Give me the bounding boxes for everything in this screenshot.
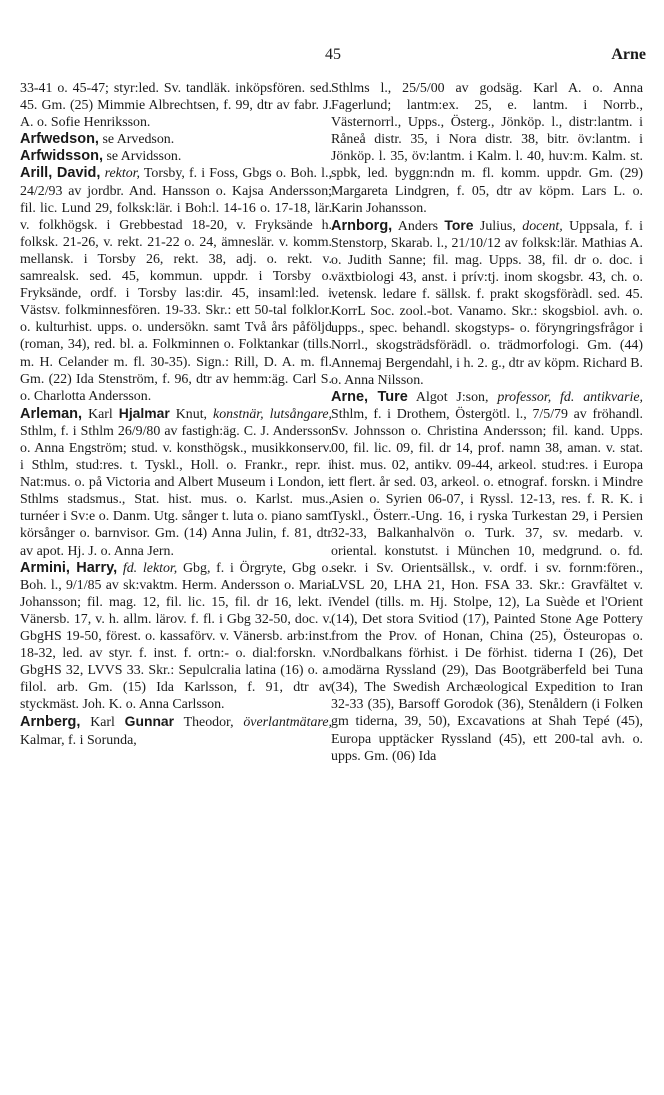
entry-given-name: Julius,: [479, 218, 516, 234]
entry-given-name-bold: Gunnar: [124, 713, 175, 730]
entry-headword: Arnborg,: [331, 217, 393, 234]
right-column: [331, 80, 643, 765]
entry-arne: [331, 389, 643, 765]
entry-text: Kalmar, f. i Sorunda,: [20, 732, 137, 748]
entry-arleman: [20, 405, 332, 560]
entry-text: se Arvedson.: [102, 132, 175, 148]
left-column: [20, 80, 332, 749]
entry-arnberg: [20, 713, 332, 748]
entry-title: rektor,: [104, 166, 140, 182]
entry-arnborg: [331, 217, 643, 389]
running-head: Arne: [611, 46, 646, 63]
page-header: [20, 44, 646, 70]
entry-given-name: Knut,: [175, 406, 208, 422]
entry-given-name: Anders: [397, 218, 438, 234]
entry-text: Torsby, f. i Foss, Gbgs o. Boh. l., 24/2/93 av jordbr. And. Hansson o. Kajsa Andersson; fil. lic. Lund 29, folksk:lär. i Boh:l. 14-16 o. 17-18, lär. v. folkhögsk. i Grebbestad 18-20, v. Fryksände h. folksk. 21-26, v. rekt. 21-22 o. 24, ämneslär. v. komm. mellansk. i Torsby 26, rekt. 38, adj. o. rekt. v. samrealsk. sed. 45, kommun. uppdr. i Torsby o. Fryksände, ordf. i Torsby las:dir. 45, insaml:led. i Västsv. folkminnesfören. 19-33. Skr.: ett 50-tal folklor. o. kulturhist. upps. o. undersökn. samt Två års påföljd (roman, 34), red. bl. a. Folkminnen o. Folktankar (tills. m. H. Celander m. fl. 30-35). Sign.: Rill, D. A. m. fl. Gm. (22) Ida Stenström, f. 96, dtr av hemm:äg. Carl S. o. Charlotta Andersson.: [20, 166, 332, 404]
entry-given-name: Karl: [88, 406, 113, 422]
entry-title: docent,: [522, 218, 563, 234]
entry-armini: [20, 560, 332, 714]
entry-headword: Armini, Harry,: [20, 559, 118, 576]
entry-headword: Arnberg,: [20, 714, 81, 731]
entry-continuation-right: [331, 80, 643, 217]
entry-given-name-bold: Tore: [444, 216, 474, 233]
entry-arfwidsson: [20, 148, 332, 165]
entry-given-name: Theodor,: [183, 715, 234, 731]
entry-given-name: Karl: [90, 715, 115, 731]
entry-title: överlantmätare,: [243, 715, 332, 731]
entry-text: se Arvidsson.: [106, 149, 182, 165]
entry-text: Uppsala, f. i Stenstorp, Skarab. l., 21/10/12 av folksk:lär. Mathias A. o. Judith Sanne; fil. mag. Upps. 38, fil. dr o. doc. i växtbiologi 43, anst. i prív:tj. inom skogsbr. 43, ch. o. vetensk. ledare f. sällsk. f. prakt skogsföràdl. sed. 45. KorrL Soc. zool.-bot. Vanamo. Skr.: skogsbiol. avh. o. upps., spec. behandl. skogstyps- o. föryngringsfrågor i Norrl., skogsträdsförädl. o. trädmorfologi. Gm. (44) Annemaj Bergendahl, i h. 2. g., dtr av köpm. Richard B. o. Anna Nilsson.: [331, 218, 643, 388]
entry-continuation-left: [20, 80, 332, 131]
entry-title: professor, fd. antikvarie,: [497, 389, 643, 405]
entry-text: Sthlm, f. i Drothem, Östergötl. l., 7/5/79 av fröhandl. Sv. Johnsson o. Christina Andersson; fil. kand. Upps. 00, fil. lic. 09, fil. dr 14, prof. namn 38, aman. v. stat. hist. mus. 02, antikv. 09-44, arkeol. stud:res. i Europa ett flert. år sed. 03, arkeol. o. etnograf. forskn. i Mindre Asien o. Syrien 06-07, i Ryssl. 12-13, res. f. R. K. i Tyskl., Österr.-Ung. 16, i ryska Turkestan 29, i Persien 32-33, Balkanhalvön o. Turk. 37, sv. medarb. v. oriental. konstutst. i München 10, medgrund. o. fd. sekr. i Sv. Orientsällsk., v. ordf. i sv. fornm:fören., LVSL 20, LHA 21, Hon. FSA 33. Skr.: Gravfältet v. Vendel (tills. m. Hj. Stolpe, 12), La Suède et l'Orient (14), Det stora Svitiod (17), Painted Stone Age Pottery from the Prov. of Honan, China (25), Östeuropas o. Nordbalkans förhist. i De förhist. tiderna I (26), Det modärna Ryssland (29), Das Bootgräberfeld bei Tuna (34), The Swedish Archæological Expedition to Iran 32-33 (35), Barsoff Gorodok (36), Stenåldern (i Folken gm tiderna, 39, 50), Excavations at Shah Tepé (45), Europa upptäcker Ryssland (45), ett 200-tal avh. o. upps. Gm. (06) Ida: [331, 406, 643, 764]
page-number: 45: [325, 46, 341, 63]
entry-title: fd. lektor,: [122, 560, 178, 576]
entry-text: Sthlms l., 25/5/00 av godsäg. Karl A. o. Anna Fagerlund; lantm:ex. 25, e. lantm. i Norrb., Västernorrl., Upps., Österg., Jönköp. l., distr:lantm. i Råneå distr. 35, i Nora distr. 38, bitr. öv:lantm. i Jönköp. l. 35, öv:lantm. i Kalm. l. 40, huv:m. Kalm. st. spbk, led. byggn:ndn m. fl. komm. uppdr. Gm. (29) Margareta Lindgren, f. 05, dtr av köpm. Lars L. o. Karin Johansson.: [331, 81, 643, 216]
entry-arill: [20, 165, 332, 404]
entry-text: 33-41 o. 45-47; styr:led. Sv. tandläk. inköpsfören. sed. 45. Gm. (25) Mimmie Albrechtsen, f. 99, dtr av fabr. J. A. o. Sofie Henriksson.: [20, 81, 332, 131]
entry-given-name-bold: Hjalmar: [118, 404, 170, 421]
entry-headword: Arfwidsson,: [20, 148, 103, 165]
entry-text: Sthlm, f. i Sthlm 26/9/80 av fastigh:äg. C. J. Andersson o. Anna Engström; stud. v. konsthögsk., musikkonserv. i Sthlm, stud:res. t. Tyskl., Holl. o. Frankr., repr. i Nat:mus. o. på Victoria and Albert Museum i London, i Sthlms stadsmus., Stat. hist. mus. o. Karlst. mus., turnéer i Sv:e o. Danm. Utg. sånger t. luta o. piano samt körsånger o. barnvisor. Gm. (14) Anna Julin, f. 81, dtr av apot. Hj. J. o. Anna Jern.: [20, 423, 332, 559]
entry-headword: Arfwedson,: [20, 131, 99, 148]
entry-headword: Arill, David,: [20, 165, 101, 182]
entry-headword: Arne, Ture: [331, 388, 408, 405]
entry-headword: Arleman,: [20, 405, 83, 422]
entry-title: konstnär, lutsångare,: [213, 406, 332, 422]
entry-arfwedson: [20, 131, 332, 148]
entry-text: Gbg, f. i Örgryte, Gbg o. Boh. l., 9/1/85 av sk:vaktm. Herm. Andersson o. Maria Johansson; fil. mag. 12, fil. lic. 15, fil. dr 16, lekt. i Vänersb. 17, v. h. allm. lärov. f. fl. i Gbg 32-50, doc. v. GbgHS 19-50, förest. o. kassaförv. v. Vänersb. arb:inst. 18-32, led. av styr. f. inst. f. ortn:- o. dial:forskn. v. GbgHS 32, LVVS 33. Skr.: Sepulcralia latina (16) o. a. filol. arb. Gm. (15) Ida Karlsson, f. 91, dtr av styckmäst. Joh. K. o. Anna Carlsson.: [20, 560, 332, 713]
entry-given-name: Algot J:son,: [415, 389, 489, 405]
